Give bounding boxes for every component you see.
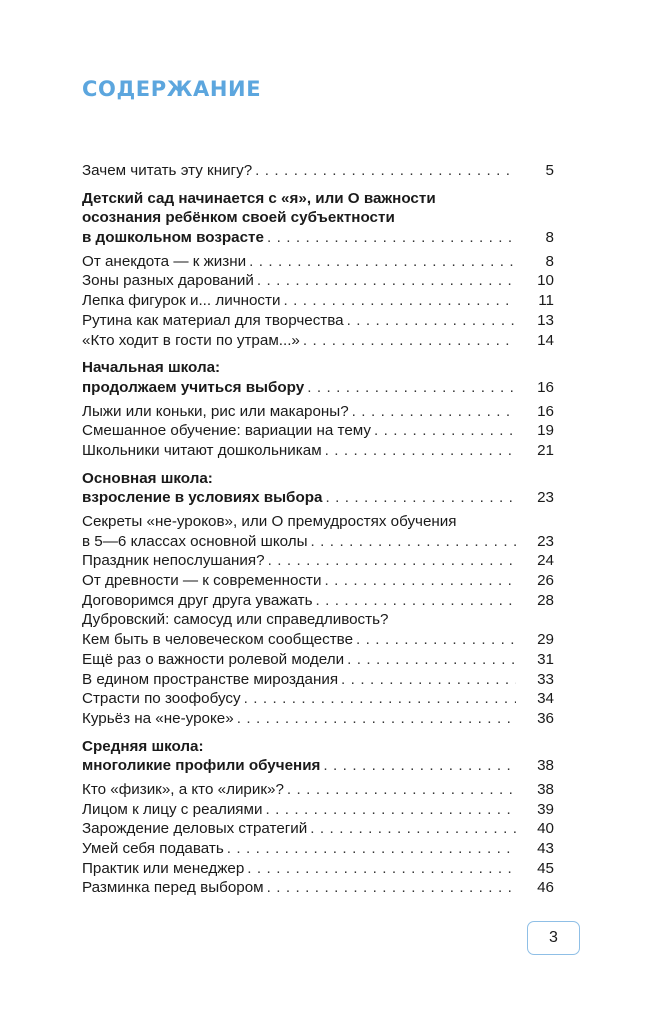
toc-line <box>82 780 554 800</box>
toc-entry-title: Основная школа: <box>82 469 213 487</box>
toc-entry-title: Лицом к лицу с реалиями <box>82 800 263 818</box>
toc-entry[interactable] <box>82 161 554 181</box>
toc-line <box>82 441 554 461</box>
toc-entry[interactable] <box>82 859 554 879</box>
toc-page-number: 16 <box>537 378 554 396</box>
dot-leader <box>287 780 516 800</box>
dot-leader <box>257 271 516 291</box>
toc-entry[interactable] <box>82 630 554 650</box>
toc-line <box>82 189 554 209</box>
toc-entry-title: Страсти по зоофобусу <box>82 690 241 708</box>
toc-line <box>82 358 554 378</box>
toc-entry[interactable] <box>82 780 554 800</box>
toc-page-number: 39 <box>537 800 554 818</box>
toc-page-number: 23 <box>537 532 554 550</box>
dot-leader <box>267 228 516 248</box>
toc-entry[interactable] <box>82 402 554 422</box>
dot-leader <box>325 488 516 508</box>
dot-leader <box>356 630 516 650</box>
toc-section-heading[interactable] <box>82 469 554 508</box>
toc-line <box>82 532 554 552</box>
toc-line <box>82 689 554 709</box>
toc-page-number: 34 <box>537 690 554 708</box>
toc-entry-title: Практик или менеджер <box>82 859 245 877</box>
toc-line <box>82 421 554 441</box>
toc-entry-title: «Кто ходит в гости по утрам...» <box>82 331 300 349</box>
toc-entry-title: От анекдота — к жизни <box>82 252 247 270</box>
dot-leader <box>303 331 516 351</box>
toc-page-number: 5 <box>545 162 554 179</box>
toc-entry[interactable] <box>82 291 554 311</box>
toc-entry[interactable] <box>82 650 554 670</box>
toc-line <box>82 402 554 422</box>
toc-entry[interactable] <box>82 571 554 591</box>
toc-page-number: 11 <box>538 292 554 310</box>
toc-entry-title: Зачем читать эту книгу? <box>82 162 253 179</box>
dot-leader <box>237 709 516 729</box>
toc-entry[interactable] <box>82 689 554 709</box>
dot-leader <box>310 819 516 839</box>
toc-entry[interactable] <box>82 709 554 729</box>
toc-line <box>82 670 554 690</box>
toc-page-number: 36 <box>537 709 554 727</box>
toc-line <box>82 571 554 591</box>
toc-entry[interactable] <box>82 441 554 461</box>
toc-page-number: 26 <box>537 572 554 590</box>
toc-entry[interactable] <box>82 591 554 611</box>
toc-entry-title: Кто «физик», а кто «лирик»? <box>82 780 284 798</box>
toc-entry[interactable] <box>82 800 554 820</box>
toc-line <box>82 551 554 571</box>
toc-entry-title: в дошкольном возрасте <box>82 229 264 247</box>
toc-line <box>82 161 554 181</box>
toc-page-number: 29 <box>537 631 554 649</box>
dot-leader <box>347 650 516 670</box>
table-of-contents <box>82 161 554 898</box>
toc-section-heading[interactable] <box>82 358 554 397</box>
toc-entry-title: Разминка перед выбором <box>82 879 264 897</box>
toc-line <box>82 610 554 630</box>
toc-entry-title: продолжаем учиться выбору <box>82 378 305 396</box>
toc-page-number: 8 <box>545 229 554 247</box>
toc-line <box>82 591 554 611</box>
toc-line <box>82 859 554 879</box>
toc-line <box>82 469 554 489</box>
toc-page-number: 45 <box>537 859 554 877</box>
toc-page-number: 40 <box>537 820 554 838</box>
toc-entry-title: Договоримся друг друга уважать <box>82 591 313 609</box>
dot-leader <box>247 859 516 879</box>
dot-leader <box>323 756 516 776</box>
toc-line <box>82 650 554 670</box>
page-title: СОДЕРЖАНИЕ <box>82 77 262 101</box>
toc-entry[interactable] <box>82 421 554 441</box>
toc-page-number: 23 <box>537 489 554 507</box>
toc-line <box>82 512 554 532</box>
toc-section-heading[interactable] <box>82 189 554 248</box>
dot-leader <box>307 378 516 398</box>
dot-leader <box>315 591 516 611</box>
dot-leader <box>325 571 517 591</box>
toc-page-number: 33 <box>537 670 554 688</box>
toc-line <box>82 331 554 351</box>
toc-page-number: 10 <box>537 272 554 290</box>
toc-entry-title: Зоны разных дарований <box>82 272 254 290</box>
toc-entry-title: Начальная школа: <box>82 359 221 377</box>
dot-leader <box>265 800 516 820</box>
dot-leader <box>352 402 516 422</box>
toc-line <box>82 737 554 757</box>
toc-line <box>82 488 554 508</box>
toc-line <box>82 271 554 291</box>
toc-entry-title: От древности — к современности <box>82 572 322 590</box>
toc-entry[interactable] <box>82 271 554 291</box>
toc-entry-title: Ещё раз о важности ролевой модели <box>82 650 345 668</box>
toc-entry[interactable] <box>82 311 554 331</box>
toc-entry[interactable] <box>82 610 554 630</box>
toc-entry-title: Смешанное обучение: вариации на тему <box>82 422 371 440</box>
toc-entry-title: Средняя школа: <box>82 737 204 755</box>
toc-entry-title: Школьники читают дошкольникам <box>82 441 322 459</box>
toc-entry-title: многоликие профили обучения <box>82 757 321 775</box>
toc-line <box>82 756 554 776</box>
toc-entry-title: осознания ребёнком своей субъектности <box>82 209 395 227</box>
toc-entry[interactable] <box>82 670 554 690</box>
toc-entry-title: Праздник непослушания? <box>82 552 265 570</box>
toc-page-number: 31 <box>537 650 554 668</box>
toc-line <box>82 819 554 839</box>
dot-leader <box>255 161 516 181</box>
toc-entry[interactable] <box>82 839 554 859</box>
dot-leader <box>325 441 516 461</box>
toc-page-number: 8 <box>545 252 554 270</box>
toc-page-number: 19 <box>537 422 554 440</box>
toc-line <box>82 630 554 650</box>
toc-page-number: 38 <box>537 757 554 775</box>
toc-line <box>82 878 554 898</box>
toc-page-number: 43 <box>537 840 554 857</box>
toc-line <box>82 311 554 331</box>
toc-section-heading[interactable] <box>82 737 554 776</box>
toc-page-number: 38 <box>537 780 554 798</box>
toc-entry-title: Дубровский: самосуд или справедливость? <box>82 611 389 629</box>
toc-page-number: 14 <box>537 331 554 349</box>
dot-leader <box>244 689 516 709</box>
toc-entry[interactable] <box>82 551 554 571</box>
toc-line <box>82 291 554 311</box>
toc-line <box>82 839 554 859</box>
toc-line <box>82 709 554 729</box>
toc-entry-title: Курьёз на «не-уроке» <box>82 709 234 727</box>
toc-entry-title: Умей себя подавать <box>82 840 224 857</box>
dot-leader <box>374 421 516 441</box>
toc-entry-title: взросление в условиях выбора <box>82 489 323 507</box>
toc-page-number: 46 <box>537 879 554 897</box>
toc-entry-title: Зарождение деловых стратегий <box>82 820 308 838</box>
dot-leader <box>227 839 516 859</box>
toc-entry-title: Рутина как материал для творчества <box>82 311 344 329</box>
toc-page-number: 13 <box>537 311 554 329</box>
toc-line <box>82 378 554 398</box>
dot-leader <box>249 252 516 272</box>
dot-leader <box>267 878 516 898</box>
page-number: 3 <box>527 921 580 955</box>
toc-entry[interactable] <box>82 331 554 351</box>
dot-leader <box>268 551 516 571</box>
toc-page-number: 28 <box>537 591 554 609</box>
toc-line <box>82 800 554 820</box>
toc-page-number: 24 <box>537 552 554 570</box>
toc-entry-title: Детский сад начинается с «я», или О важности <box>82 189 436 207</box>
toc-entry-title: В едином пространстве мироздания <box>82 670 339 688</box>
toc-entry[interactable] <box>82 878 554 898</box>
toc-line <box>82 252 554 272</box>
toc-page-number: 21 <box>537 441 554 459</box>
toc-entry-title: Лыжи или коньки, рис или макароны? <box>82 402 349 420</box>
dot-leader <box>347 311 516 331</box>
toc-entry-title: Секреты «не-уроков», или О премудростях обучения <box>82 513 457 530</box>
toc-line <box>82 228 554 248</box>
toc-entry-title: Кем быть в человеческом сообществе <box>82 631 354 649</box>
toc-entry[interactable] <box>82 252 554 272</box>
toc-page-number: 16 <box>537 402 554 420</box>
dot-leader <box>311 532 516 552</box>
toc-entry-title: в 5—6 классах основной школы <box>82 532 308 550</box>
toc-entry[interactable] <box>82 512 554 551</box>
dot-leader <box>341 670 516 690</box>
toc-line <box>82 208 554 228</box>
toc-entry[interactable] <box>82 819 554 839</box>
dot-leader <box>283 291 516 311</box>
toc-entry-title: Лепка фигурок и... личности <box>82 292 281 310</box>
